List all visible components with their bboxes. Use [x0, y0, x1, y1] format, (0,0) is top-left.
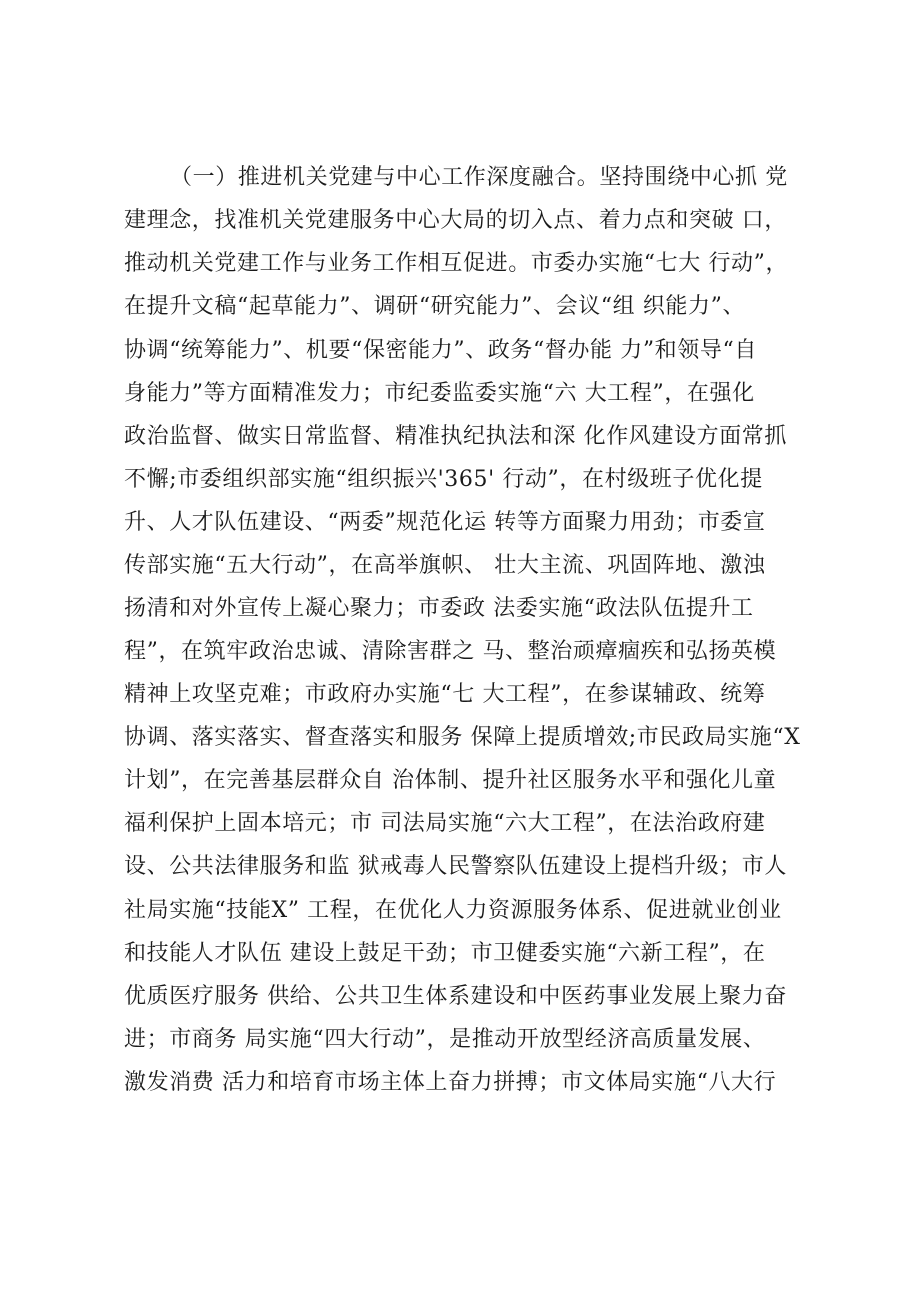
text-line: 进；市商务 局实施“四大行动”，是推动开放型经济高质量发展、 [124, 1027, 766, 1052]
text-line: 在提升文稿“起草能力”、调研“研究能力”、会议“组 织能力”、 [124, 294, 746, 319]
text-line: 政治监督、做实日常监督、精准执纪执法和深 化作风建设方面常抓 [124, 424, 787, 449]
text-line: 福利保护上固本培元；市 司法局实施“六大工程”，在法治政府建 [124, 811, 766, 836]
text-line: 和技能人才队伍 建设上鼓足干劲；市卫健委实施“六新工程”，在 [124, 941, 766, 966]
text-line: 程”，在筑牢政治忠诚、清除害群之 马、整治顽瘴痼疾和弘扬英模 [124, 639, 777, 664]
text-line: 精神上攻坚克难；市政府办实施“七 大工程”，在参谋辅政、统筹 [124, 682, 766, 707]
text-line: 升、人才队伍建设、“两委”规范化运 转等方面聚力用劲；市委宣 [124, 510, 766, 535]
text-line: 身能力”等方面精准发力；市纪委监委实施“六 大工程”，在强化 [124, 381, 755, 406]
text-line: 扬清和对外宣传上凝心聚力；市委政 法委实施“政法队伍提升工 [124, 596, 754, 621]
text-line: （一）推进机关党建与中心工作深度融合。坚持围绕中心抓 党 [170, 165, 788, 190]
text-line: 协调“统筹能力”、机要“保密能力”、政务“督办能 力”和领导“自 [124, 338, 757, 363]
text-line: 推动机关党建工作与业务工作相互促进。市委办实施“七大 行动”， [124, 251, 789, 276]
text-line: 优质医疗服务 供给、公共卫生体系建设和中医药事业发展上聚力奋 [124, 984, 787, 1009]
text-line: 计划”，在完善基层群众自 治体制、提升社区服务水平和强化儿童 [124, 768, 777, 793]
text-line: 传部实施“五大行动”，在高举旗帜、 壮大主流、巩固阵地、激浊 [124, 553, 766, 578]
text-line: 激发消费 活力和培育市场主体上奋力拼搏；市文体局实施“八大行 [124, 1070, 777, 1095]
text-line: 社局实施“技能X” 工程，在优化人力资源服务体系、促进就业创业 [124, 898, 782, 923]
text-line: 建理念，找准机关党建服务中心大局的切入点、着力点和突破 口， [124, 208, 787, 233]
text-line: 设、公共法律服务和监 狱戒毒人民警察队伍建设上提档升级；市人 [124, 854, 787, 879]
text-line: 协调、落实落实、督查落实和服务 保障上提质增效;市民政局实施“X [124, 725, 801, 750]
text-line: 不懈;市委组织部实施“组织振兴'365' 行动”，在村级班子优化提 [124, 467, 763, 492]
